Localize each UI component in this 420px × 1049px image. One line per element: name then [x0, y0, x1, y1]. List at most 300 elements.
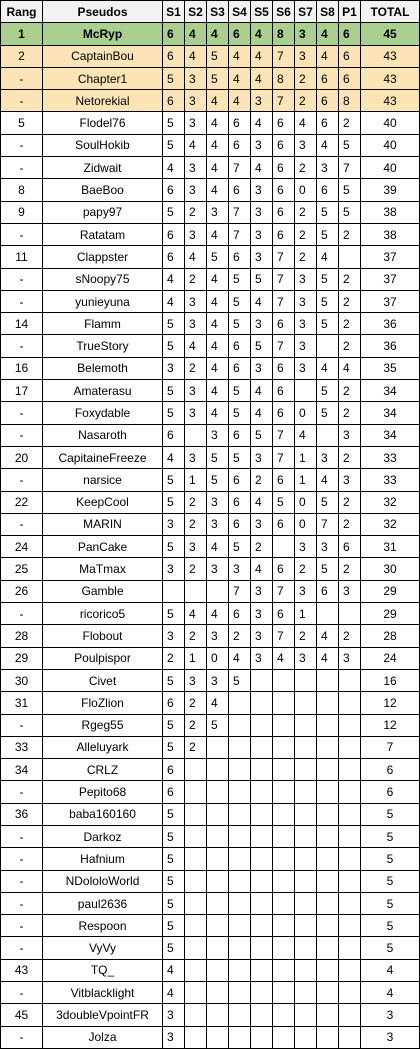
s5-cell: 3	[251, 647, 273, 669]
s7-cell: 4	[295, 424, 317, 446]
s1-cell: 6	[163, 45, 185, 67]
s2-cell: 1	[185, 469, 207, 491]
s7-cell: 1	[295, 446, 317, 468]
total-cell: 36	[361, 335, 420, 357]
s7-cell	[295, 692, 317, 714]
s2-cell	[185, 781, 207, 803]
s7-cell: 3	[295, 313, 317, 335]
s3-cell: 4	[207, 157, 229, 179]
rank-cell: 31	[1, 692, 43, 714]
s8-cell	[317, 335, 339, 357]
s3-cell	[207, 870, 229, 892]
total-cell: 40	[361, 157, 420, 179]
s2-cell	[185, 892, 207, 914]
rank-cell: -	[1, 157, 43, 179]
s5-cell: 3	[251, 580, 273, 602]
total-cell: 35	[361, 357, 420, 379]
s4-cell: 5	[229, 402, 251, 424]
s1-cell: 6	[163, 246, 185, 268]
s1-cell: 5	[163, 313, 185, 335]
table-row	[1, 736, 420, 758]
s5-cell	[251, 848, 273, 870]
s5-cell: 3	[251, 246, 273, 268]
p1-cell: 6	[339, 67, 361, 89]
pseudo-cell: Flamm	[43, 313, 163, 335]
s1-cell: 5	[163, 714, 185, 736]
s5-cell: 3	[251, 625, 273, 647]
s8-cell: 4	[317, 134, 339, 156]
s8-cell	[317, 937, 339, 959]
total-cell: 5	[361, 803, 420, 825]
s5-cell	[251, 982, 273, 1004]
s5-cell	[251, 959, 273, 981]
pseudo-cell: Jolza	[43, 1026, 163, 1048]
total-cell: 16	[361, 669, 420, 691]
s5-cell	[251, 759, 273, 781]
s6-cell: 7	[273, 446, 295, 468]
p1-cell: 7	[339, 157, 361, 179]
rank-cell: -	[1, 848, 43, 870]
s6-cell: 6	[273, 112, 295, 134]
s7-cell	[295, 803, 317, 825]
s6-cell	[273, 781, 295, 803]
p1-cell	[339, 781, 361, 803]
pseudo-cell: SoulHokib	[43, 134, 163, 156]
table-row	[1, 848, 420, 870]
s3-cell	[207, 580, 229, 602]
pseudo-cell: Respoon	[43, 915, 163, 937]
s3-cell: 4	[207, 179, 229, 201]
s6-cell: 6	[273, 357, 295, 379]
s1-cell: 3	[163, 558, 185, 580]
pseudo-cell: Amaterasu	[43, 380, 163, 402]
rank-cell: -	[1, 1026, 43, 1048]
table-row	[1, 580, 420, 602]
s8-cell	[317, 959, 339, 981]
table-row	[1, 223, 420, 245]
pseudo-cell: Hafnium	[43, 848, 163, 870]
s5-cell: 4	[251, 558, 273, 580]
p1-cell: 2	[339, 625, 361, 647]
table-row	[1, 380, 420, 402]
s5-cell: 4	[251, 402, 273, 424]
table-row	[1, 558, 420, 580]
total-cell: 37	[361, 246, 420, 268]
s6-cell: 6	[273, 513, 295, 535]
s5-cell	[251, 892, 273, 914]
s6-cell	[273, 848, 295, 870]
s2-cell	[185, 848, 207, 870]
pseudo-cell: NDololoWorld	[43, 870, 163, 892]
p1-cell: 5	[339, 201, 361, 223]
s7-cell: 3	[295, 647, 317, 669]
s6-cell	[273, 714, 295, 736]
s8-cell	[317, 714, 339, 736]
table-row	[1, 603, 420, 625]
rank-cell: 16	[1, 357, 43, 379]
table-row	[1, 201, 420, 223]
s1-cell: 4	[163, 959, 185, 981]
s6-cell: 6	[273, 313, 295, 335]
rank-cell: -	[1, 223, 43, 245]
s2-cell: 3	[185, 669, 207, 691]
table-row	[1, 625, 420, 647]
s4-cell: 5	[229, 290, 251, 312]
s2-cell: 3	[185, 402, 207, 424]
s6-cell: 6	[273, 469, 295, 491]
column-header-s7: S7	[295, 1, 317, 23]
rank-cell: -	[1, 513, 43, 535]
s2-cell	[185, 759, 207, 781]
s6-cell: 6	[273, 603, 295, 625]
s1-cell: 5	[163, 915, 185, 937]
s8-cell: 5	[317, 402, 339, 424]
s4-cell	[229, 870, 251, 892]
s4-cell: 2	[229, 625, 251, 647]
rank-cell: -	[1, 134, 43, 156]
s1-cell: 3	[163, 357, 185, 379]
total-cell: 32	[361, 513, 420, 535]
s6-cell: 7	[273, 335, 295, 357]
s4-cell: 6	[229, 603, 251, 625]
s3-cell: 4	[207, 313, 229, 335]
p1-cell: 6	[339, 45, 361, 67]
s4-cell: 7	[229, 157, 251, 179]
pseudo-cell: VyVy	[43, 937, 163, 959]
s7-cell: 0	[295, 402, 317, 424]
s3-cell: 4	[207, 112, 229, 134]
s1-cell: 4	[163, 290, 185, 312]
s8-cell: 6	[317, 580, 339, 602]
p1-cell	[339, 982, 361, 1004]
s1-cell: 5	[163, 536, 185, 558]
p1-cell	[339, 892, 361, 914]
s3-cell: 4	[207, 692, 229, 714]
rank-cell: 36	[1, 803, 43, 825]
s8-cell	[317, 1026, 339, 1048]
p1-cell	[339, 669, 361, 691]
p1-cell: 2	[339, 313, 361, 335]
s4-cell	[229, 915, 251, 937]
s4-cell	[229, 1004, 251, 1026]
s2-cell	[185, 982, 207, 1004]
s2-cell: 2	[185, 268, 207, 290]
total-cell: 33	[361, 469, 420, 491]
pseudo-cell: yunieyuna	[43, 290, 163, 312]
s1-cell: 5	[163, 201, 185, 223]
rank-cell: -	[1, 67, 43, 89]
s5-cell: 4	[251, 23, 273, 45]
pseudo-cell: TrueStory	[43, 335, 163, 357]
s8-cell: 4	[317, 45, 339, 67]
s7-cell	[295, 959, 317, 981]
pseudo-cell: 3doubleVpointFR	[43, 1004, 163, 1026]
s1-cell: 5	[163, 669, 185, 691]
s4-cell: 6	[229, 179, 251, 201]
s2-cell: 3	[185, 446, 207, 468]
s8-cell: 5	[317, 201, 339, 223]
total-cell: 45	[361, 23, 420, 45]
s7-cell	[295, 848, 317, 870]
total-cell: 5	[361, 892, 420, 914]
s2-cell: 3	[185, 67, 207, 89]
rank-cell: -	[1, 915, 43, 937]
s5-cell: 4	[251, 112, 273, 134]
s7-cell: 1	[295, 469, 317, 491]
s3-cell: 4	[207, 357, 229, 379]
s5-cell: 4	[251, 380, 273, 402]
s3-cell: 0	[207, 647, 229, 669]
s6-cell: 5	[273, 491, 295, 513]
rank-cell: -	[1, 335, 43, 357]
pseudo-cell: papy97	[43, 201, 163, 223]
pseudo-cell: ricorico5	[43, 603, 163, 625]
p1-cell	[339, 915, 361, 937]
column-header-rang: Rang	[1, 1, 43, 23]
s3-cell	[207, 803, 229, 825]
rank-cell: -	[1, 469, 43, 491]
s3-cell	[207, 982, 229, 1004]
s2-cell: 3	[185, 290, 207, 312]
pseudo-cell: Rgeg55	[43, 714, 163, 736]
s7-cell	[295, 892, 317, 914]
column-header-s6: S6	[273, 1, 295, 23]
s3-cell: 4	[207, 290, 229, 312]
s3-cell	[207, 759, 229, 781]
pseudo-cell: FloZlion	[43, 692, 163, 714]
s5-cell	[251, 714, 273, 736]
s2-cell: 2	[185, 625, 207, 647]
s6-cell: 6	[273, 201, 295, 223]
s2-cell	[185, 937, 207, 959]
s6-cell	[273, 759, 295, 781]
pseudo-cell: Darkoz	[43, 825, 163, 847]
column-header-s4: S4	[229, 1, 251, 23]
s6-cell: 6	[273, 179, 295, 201]
rank-cell: 45	[1, 1004, 43, 1026]
p1-cell: 6	[339, 536, 361, 558]
s2-cell: 4	[185, 45, 207, 67]
s3-cell	[207, 781, 229, 803]
pseudo-cell: sNoopy75	[43, 268, 163, 290]
s1-cell: 5	[163, 67, 185, 89]
s8-cell	[317, 1004, 339, 1026]
s3-cell: 5	[207, 67, 229, 89]
s6-cell	[273, 803, 295, 825]
s3-cell: 4	[207, 223, 229, 245]
table-row	[1, 491, 420, 513]
s2-cell: 3	[185, 157, 207, 179]
total-cell: 37	[361, 268, 420, 290]
s7-cell	[295, 669, 317, 691]
table-row	[1, 446, 420, 468]
total-cell: 4	[361, 982, 420, 1004]
s5-cell: 3	[251, 201, 273, 223]
s7-cell	[295, 870, 317, 892]
s4-cell: 5	[229, 268, 251, 290]
s3-cell: 4	[207, 134, 229, 156]
p1-cell: 2	[339, 335, 361, 357]
s1-cell: 5	[163, 469, 185, 491]
table-row	[1, 90, 420, 112]
s4-cell	[229, 781, 251, 803]
p1-cell	[339, 1004, 361, 1026]
s2-cell: 4	[185, 335, 207, 357]
s8-cell	[317, 692, 339, 714]
s3-cell: 4	[207, 90, 229, 112]
s3-cell	[207, 892, 229, 914]
s6-cell	[273, 736, 295, 758]
pseudo-cell: paul2636	[43, 892, 163, 914]
s5-cell: 5	[251, 335, 273, 357]
s5-cell: 3	[251, 357, 273, 379]
table-row	[1, 781, 420, 803]
table-row	[1, 268, 420, 290]
s4-cell: 6	[229, 424, 251, 446]
table-row	[1, 246, 420, 268]
table-row	[1, 157, 420, 179]
s1-cell: 5	[163, 402, 185, 424]
s5-cell	[251, 1004, 273, 1026]
s1-cell: 5	[163, 491, 185, 513]
s4-cell	[229, 959, 251, 981]
s6-cell: 7	[273, 625, 295, 647]
s3-cell: 3	[207, 669, 229, 691]
rank-cell: -	[1, 603, 43, 625]
p1-cell	[339, 759, 361, 781]
pseudo-cell: Alleluyark	[43, 736, 163, 758]
s8-cell: 5	[317, 313, 339, 335]
s2-cell: 2	[185, 513, 207, 535]
s8-cell	[317, 870, 339, 892]
s7-cell	[295, 781, 317, 803]
s5-cell	[251, 781, 273, 803]
p1-cell: 2	[339, 491, 361, 513]
s3-cell	[207, 959, 229, 981]
pseudo-cell: Foxydable	[43, 402, 163, 424]
pseudo-cell: Nasaroth	[43, 424, 163, 446]
s1-cell: 4	[163, 268, 185, 290]
s7-cell: 2	[295, 246, 317, 268]
s4-cell: 4	[229, 647, 251, 669]
s7-cell: 3	[295, 45, 317, 67]
total-cell: 5	[361, 825, 420, 847]
total-cell: 6	[361, 781, 420, 803]
s6-cell	[273, 692, 295, 714]
s7-cell: 3	[295, 580, 317, 602]
s4-cell	[229, 937, 251, 959]
s4-cell: 3	[229, 558, 251, 580]
rank-cell: 2	[1, 45, 43, 67]
table-row	[1, 67, 420, 89]
s7-cell	[295, 825, 317, 847]
p1-cell	[339, 937, 361, 959]
p1-cell: 2	[339, 402, 361, 424]
s4-cell: 6	[229, 491, 251, 513]
s8-cell: 3	[317, 157, 339, 179]
rank-cell: 30	[1, 669, 43, 691]
s2-cell	[185, 580, 207, 602]
pseudo-cell: Poulpispor	[43, 647, 163, 669]
total-cell: 32	[361, 491, 420, 513]
table-row	[1, 870, 420, 892]
total-cell: 24	[361, 647, 420, 669]
s6-cell	[273, 892, 295, 914]
table-row	[1, 759, 420, 781]
s6-cell	[273, 1004, 295, 1026]
s7-cell	[295, 759, 317, 781]
total-cell: 30	[361, 558, 420, 580]
p1-cell: 2	[339, 446, 361, 468]
s6-cell: 6	[273, 402, 295, 424]
s6-cell: 7	[273, 90, 295, 112]
total-cell: 5	[361, 848, 420, 870]
s1-cell: 6	[163, 23, 185, 45]
s2-cell: 2	[185, 736, 207, 758]
table-row	[1, 424, 420, 446]
s2-cell: 3	[185, 90, 207, 112]
total-cell: 33	[361, 446, 420, 468]
total-cell: 39	[361, 179, 420, 201]
s3-cell: 4	[207, 380, 229, 402]
s4-cell: 6	[229, 23, 251, 45]
s8-cell	[317, 892, 339, 914]
rank-cell: -	[1, 90, 43, 112]
total-cell: 29	[361, 603, 420, 625]
p1-cell: 2	[339, 290, 361, 312]
s8-cell: 6	[317, 112, 339, 134]
table-row	[1, 915, 420, 937]
s5-cell	[251, 870, 273, 892]
p1-cell	[339, 1026, 361, 1048]
s2-cell: 4	[185, 23, 207, 45]
s6-cell	[273, 669, 295, 691]
table-row	[1, 803, 420, 825]
s4-cell	[229, 803, 251, 825]
column-header-s5: S5	[251, 1, 273, 23]
s3-cell	[207, 825, 229, 847]
s1-cell: 4	[163, 446, 185, 468]
s2-cell	[185, 1026, 207, 1048]
s6-cell	[273, 915, 295, 937]
total-cell: 34	[361, 424, 420, 446]
s7-cell: 2	[295, 157, 317, 179]
s5-cell: 4	[251, 67, 273, 89]
s1-cell	[163, 580, 185, 602]
s6-cell: 7	[273, 246, 295, 268]
total-cell: 43	[361, 45, 420, 67]
p1-cell	[339, 848, 361, 870]
s8-cell	[317, 803, 339, 825]
s6-cell: 6	[273, 558, 295, 580]
p1-cell: 4	[339, 357, 361, 379]
s5-cell	[251, 736, 273, 758]
pseudo-cell: narsice	[43, 469, 163, 491]
s8-cell: 4	[317, 469, 339, 491]
s8-cell: 5	[317, 491, 339, 513]
s7-cell: 2	[295, 558, 317, 580]
p1-cell: 6	[339, 23, 361, 45]
s8-cell: 4	[317, 357, 339, 379]
s2-cell: 4	[185, 246, 207, 268]
s3-cell: 3	[207, 424, 229, 446]
s5-cell	[251, 1026, 273, 1048]
rank-cell: -	[1, 825, 43, 847]
p1-cell	[339, 714, 361, 736]
s3-cell: 3	[207, 201, 229, 223]
s4-cell: 6	[229, 513, 251, 535]
table-row	[1, 23, 420, 45]
